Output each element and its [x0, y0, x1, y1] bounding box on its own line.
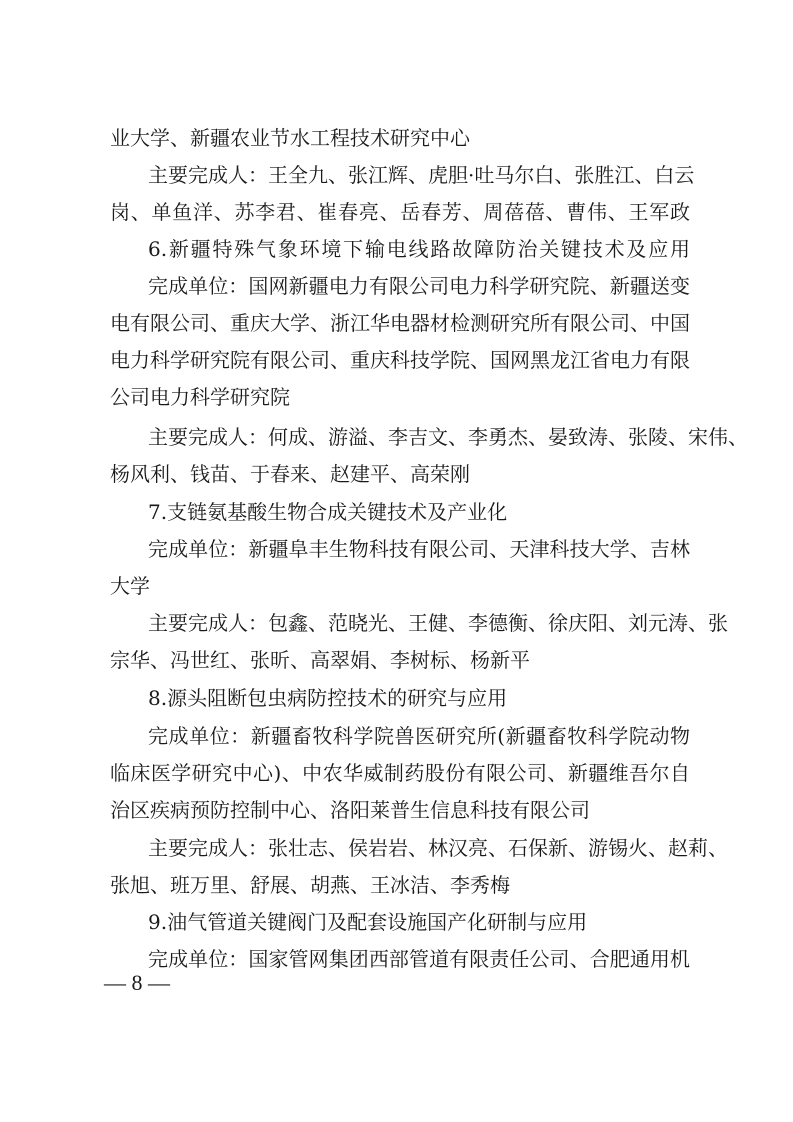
text-line: 岗、单鱼洋、苏李君、崔春亮、岳春芳、周蓓蓓、曹伟、王军政	[110, 200, 690, 224]
project-title-6: 6.新疆特殊气象环境下输电线路故障防治关键技术及应用	[148, 237, 690, 261]
project-title-8: 8.源头阻断包虫病防控技术的研究与应用	[148, 686, 508, 710]
text-line: 杨风利、钱苗、于春来、赵建平、高荣刚	[110, 462, 470, 486]
text-line-main-contributors: 主要完成人：张壮志、侯岩岩、林汉亮、石保新、游锡火、赵莉、	[148, 836, 728, 860]
text-line: 临床医学研究中心)、中农华威制药股份有限公司、新疆维吾尔自	[110, 761, 690, 785]
page-number: — 8 —	[104, 970, 170, 995]
text-line: 公司电力科学研究院	[110, 385, 290, 409]
text-line: 电力科学研究院有限公司、重庆科技学院、国网黑龙江省电力有限	[110, 348, 690, 372]
text-line: 治区疾病预防控制中心、洛阳莱普生信息科技有限公司	[110, 798, 590, 822]
text-line: 电有限公司、重庆大学、浙江华电器材检测研究所有限公司、中国	[110, 311, 690, 335]
text-line: 宗华、冯世红、张昕、高翠娟、李树标、杨新平	[110, 648, 530, 672]
text-line-completing-units: 完成单位：新疆阜丰生物科技有限公司、天津科技大学、吉林	[148, 537, 690, 561]
text-line-completing-units: 完成单位：国网新疆电力有限公司电力科学研究院、新疆送变	[148, 274, 690, 298]
text-line-completing-units: 完成单位：国家管网集团西部管道有限责任公司、合肥通用机	[148, 947, 690, 971]
project-title-9: 9.油气管道关键阀门及配套设施国产化研制与应用	[148, 910, 588, 934]
project-title-7: 7.支链氨基酸生物合成关键技术及产业化	[148, 500, 508, 524]
text-line-main-contributors: 主要完成人：包鑫、范晓光、王健、李德衡、徐庆阳、刘元涛、张	[148, 611, 728, 635]
text-line-completing-units: 完成单位：新疆畜牧科学院兽医研究所(新疆畜牧科学院动物	[148, 724, 690, 748]
text-line-main-contributors: 主要完成人：何成、游溢、李吉文、李勇杰、晏致涛、张陵、宋伟、	[148, 425, 748, 449]
text-line: 大学	[110, 574, 150, 598]
text-line-continuation: 业大学、新疆农业节水工程技术研究中心	[110, 126, 470, 150]
text-line-main-contributors: 主要完成人：王全九、张江辉、虎胆·吐马尔白、张胜江、白云	[148, 163, 695, 187]
text-line: 张旭、班万里、舒展、胡燕、王冰洁、李秀梅	[110, 873, 510, 897]
